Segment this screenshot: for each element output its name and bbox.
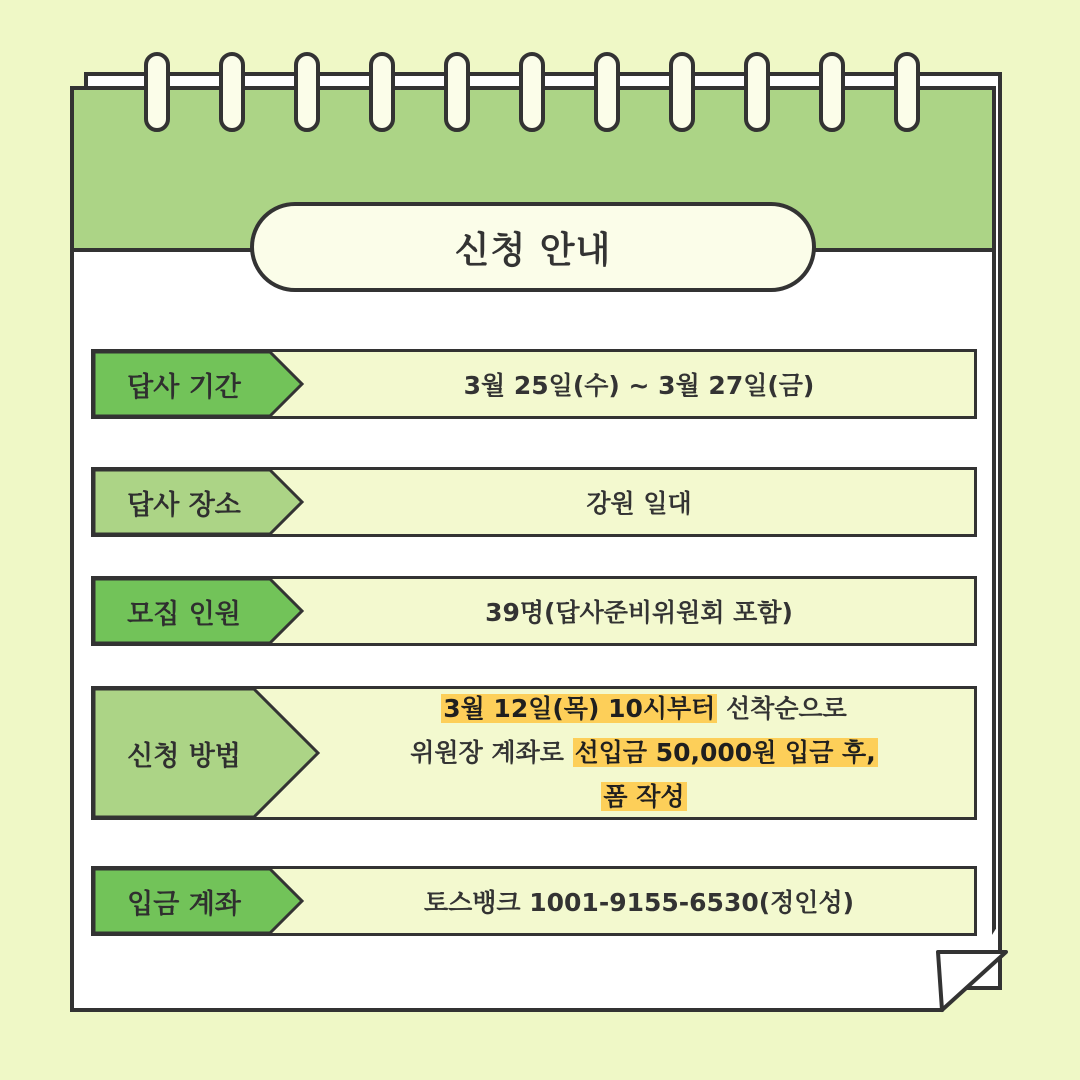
binding-ring	[744, 52, 770, 132]
info-row-account	[91, 866, 977, 936]
info-row-method	[91, 686, 977, 820]
binding-ring	[294, 52, 320, 132]
row-value: 강원 일대	[586, 489, 692, 518]
row-label-tag	[94, 470, 304, 534]
binding-ring	[519, 52, 545, 132]
row-label-tag	[94, 352, 304, 416]
binding-ring	[594, 52, 620, 132]
page-title: 신청 안내	[454, 229, 612, 271]
highlight-form: 폼 작성	[603, 782, 685, 811]
method-line-2	[410, 731, 877, 775]
binding-ring	[444, 52, 470, 132]
binding-ring	[144, 52, 170, 132]
method-line-2-plain: 위원장 계좌로	[410, 738, 573, 767]
row-label: 모집 인원	[127, 598, 241, 630]
binding-ring	[369, 52, 395, 132]
method-description	[334, 689, 954, 817]
row-value: 39명(답사준비위원회 포함)	[485, 598, 793, 627]
title-badge	[250, 202, 816, 292]
binding-ring	[894, 52, 920, 132]
info-row-location	[91, 467, 977, 537]
binding-ring	[819, 52, 845, 132]
row-label-tag	[94, 579, 304, 643]
row-label-tag	[94, 869, 304, 933]
binding-ring	[219, 52, 245, 132]
method-line-1-rest: 선착순으로	[717, 694, 847, 723]
info-row-capacity	[91, 576, 977, 646]
page-curl-corner	[936, 950, 1008, 1014]
binding-ring	[669, 52, 695, 132]
method-line-3	[601, 775, 686, 819]
highlight-start-time: 3월 12일(목) 10시부터	[443, 694, 716, 723]
info-row-period	[91, 349, 977, 419]
spiral-binding	[0, 0, 1080, 140]
row-label-tag	[94, 689, 324, 817]
highlight-deposit: 선입금 50,000원 입금 후,	[574, 738, 876, 767]
row-label: 신청 방법	[127, 740, 241, 772]
row-label: 입금 계좌	[127, 888, 241, 920]
row-value: 3월 25일(수) ~ 3월 27일(금)	[463, 371, 815, 400]
row-label: 답사 장소	[127, 489, 241, 521]
method-line-1	[441, 687, 847, 731]
row-label: 답사 기간	[127, 371, 241, 403]
row-value: 토스뱅크 1001-9155-6530(정인성)	[423, 888, 855, 917]
